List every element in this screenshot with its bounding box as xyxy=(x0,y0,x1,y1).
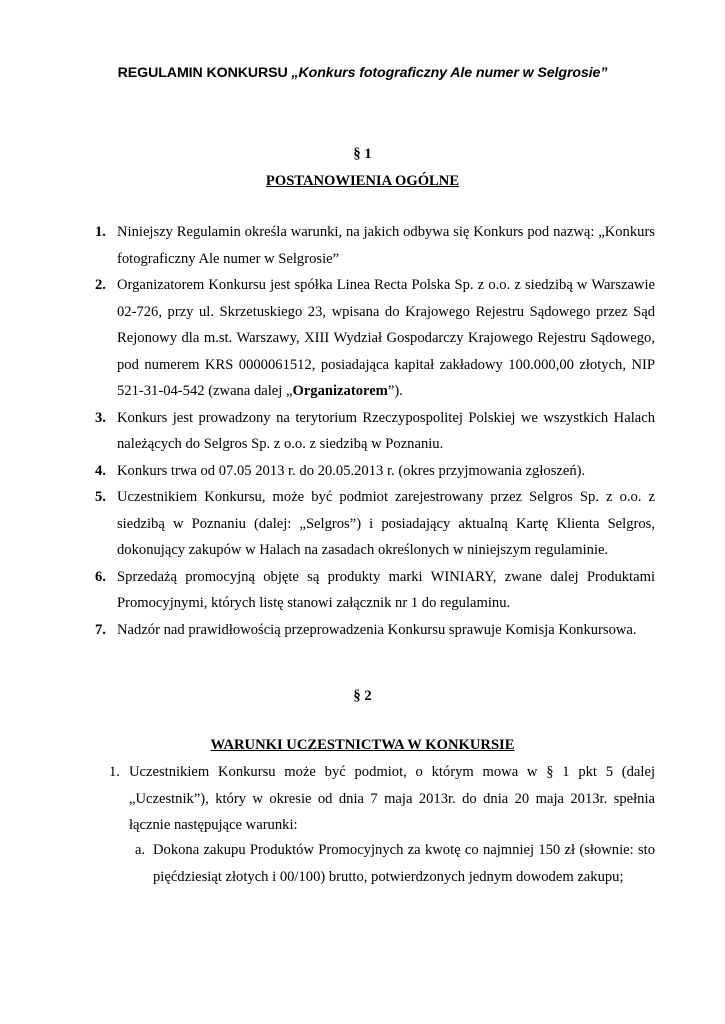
list-item xyxy=(95,617,655,644)
item-text-bold: Organizatorem xyxy=(292,383,388,399)
list-item xyxy=(109,759,655,839)
document-title xyxy=(0,65,725,81)
item-text-end: ”). xyxy=(387,383,403,399)
subitem-letter: a. xyxy=(135,842,146,858)
section-1-list xyxy=(95,219,655,643)
section-2-sign: § 2 xyxy=(353,688,372,704)
list-item xyxy=(135,837,655,890)
item-number: 7. xyxy=(95,621,106,638)
item-text: Organizatorem Konkursu jest spółka Linea Recta Polska Sp. z o.o. z siedzibą w Warszawie 02-726, przy ul. Skrzetuskiego 23, wpisana do Krajowego Rejestru Sądowego przez Sąd Rejonowy dla m.st. Warszawy, XIII Wydział Gospodarczy Krajowego Rejestru Sądowego, pod numerem KRS 0000061512, posiadająca kapitał zakładowy 100.000,00 złotych, NIP 521-31-04-542 (zwana dalej „ xyxy=(117,277,655,399)
item-text: Uczestnikiem Konkursu może być podmiot, o którym mowa w § 1 pkt 5 (dalej „Uczestnik”), który w okresie od dnia 7 maja 2013r. do dnia 20 maja 2013r. spełnia łącznie następujące warunki: xyxy=(129,764,655,833)
section-2-list xyxy=(109,759,655,839)
title-contest-name: „Konkurs fotograficzny Ale numer w Selgrosie” xyxy=(291,65,608,81)
section-2-heading: WARUNKI UCZESTNICTWA W KONKURSIE xyxy=(210,737,515,753)
list-item xyxy=(95,405,655,458)
item-number: 4. xyxy=(95,462,106,479)
item-number: 2. xyxy=(95,277,106,293)
item-number: 3. xyxy=(95,409,106,426)
item-text: Konkurs jest prowadzony na terytorium Rzeczypospolitej Polskiej we wszystkich Halach należących do Selgros Sp. z o.o. z siedzibą w Poznaniu. xyxy=(117,409,655,452)
item-number: 6. xyxy=(95,568,106,585)
item-number: 1. xyxy=(109,764,120,780)
item-number: 1. xyxy=(95,224,106,240)
item-number: 5. xyxy=(95,489,106,505)
section-1-heading: POSTANOWIENIA OGÓLNE xyxy=(265,173,460,189)
subitem-text: Dokona zakupu Produktów Promocyjnych za kwotę co najmniej 150 zł (słownie: sto pięćdziesiąt złotych i 00/100) brutto, potwierdzonych jednym dowodem zakupu; xyxy=(153,842,655,885)
item-text: Nadzór nad prawidłowością przeprowadzenia Konkursu sprawuje Komisja Konkursowa. xyxy=(117,621,637,638)
list-item xyxy=(95,484,655,564)
list-item xyxy=(95,219,655,272)
list-item xyxy=(95,458,655,485)
section-1-sign: § 1 xyxy=(353,146,372,162)
list-item xyxy=(95,272,655,405)
item-text: Sprzedażą promocyjną objęte są produkty marki WINIARY, zwane dalej Produktami Promocyjnymi, których listę stanowi załącznik nr 1 do regulaminu. xyxy=(117,568,655,611)
title-prefix: REGULAMIN KONKURSU xyxy=(117,65,292,81)
item-text: Niniejszy Regulamin określa warunki, na jakich odbywa się Konkurs pod nazwą: „Konkurs fotograficzny Ale numer w Selgrosie” xyxy=(117,224,655,267)
item-text: Konkurs trwa od 07.05 2013 r. do 20.05.2013 r. (okres przyjmowania zgłoszeń). xyxy=(117,462,586,479)
section-2-sublist xyxy=(135,837,655,890)
list-item xyxy=(95,564,655,617)
item-text: Uczestnikiem Konkursu, może być podmiot zarejestrowany przez Selgros Sp. z o.o. z siedzibą w Poznaniu (dalej: „Selgros”) i posiadający aktualną Kartę Klienta Selgros, dokonujący zakupów w Halach na zasadach określonych w niniejszym regulaminie. xyxy=(117,489,655,558)
